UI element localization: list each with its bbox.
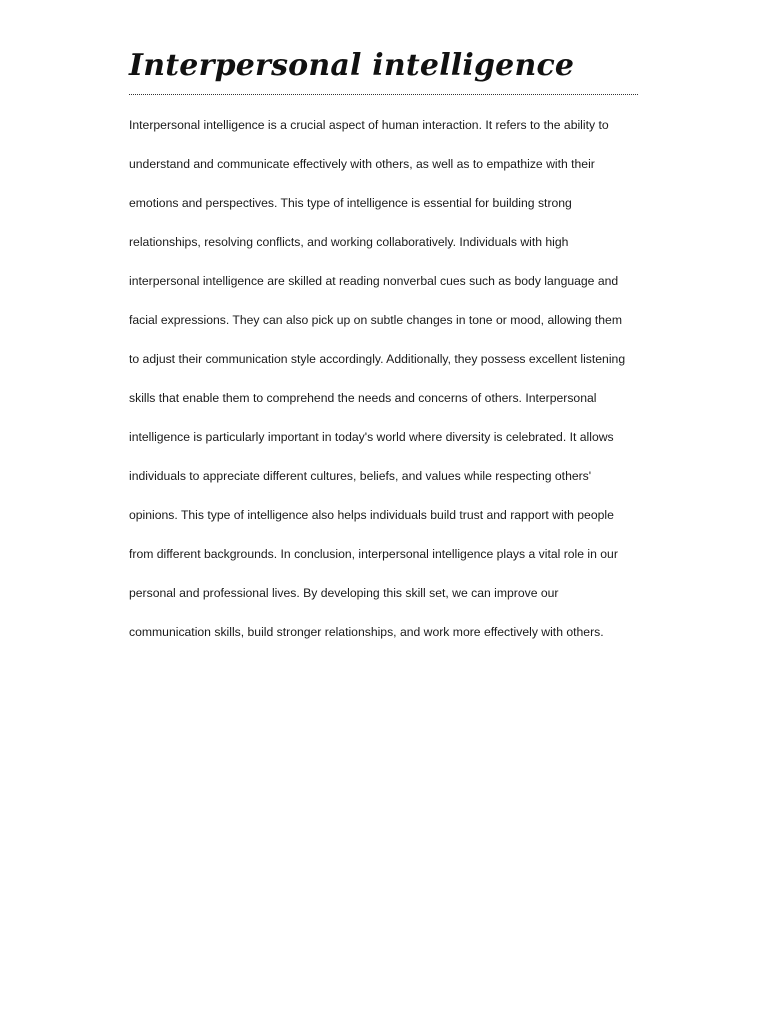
- body-line: relationships, resolving conflicts, and working collaboratively. Individuals with high: [129, 235, 569, 249]
- body-line: to adjust their communication style accordingly. Additionally, they possess excellent listening: [129, 352, 626, 366]
- document-body: [129, 106, 641, 652]
- body-line: personal and professional lives. By developing this skill set, we can improve our: [129, 586, 559, 600]
- body-line: from different backgrounds. In conclusion, interpersonal intelligence plays a vital role in our: [129, 547, 618, 561]
- body-line: communication skills, build stronger relationships, and work more effectively with others.: [129, 625, 604, 639]
- body-line: interpersonal intelligence are skilled at reading nonverbal cues such as body language and: [129, 274, 619, 288]
- body-line: intelligence is particularly important in today's world where diversity is celebrated. It allows: [129, 430, 614, 444]
- body-line: understand and communicate effectively with others, as well as to empathize with their: [129, 157, 595, 171]
- body-line: opinions. This type of intelligence also helps individuals build trust and rapport with people: [129, 508, 614, 522]
- document-title: Interpersonal intelligence: [129, 48, 575, 83]
- title-divider: [129, 94, 638, 95]
- body-line: facial expressions. They can also pick up on subtle changes in tone or mood, allowing them: [129, 313, 622, 327]
- body-line: individuals to appreciate different cultures, beliefs, and values while respecting others': [129, 469, 592, 483]
- body-line: Interpersonal intelligence is a crucial aspect of human interaction. It refers to the ability to: [129, 118, 609, 132]
- body-line: emotions and perspectives. This type of intelligence is essential for building strong: [129, 196, 572, 210]
- body-line: skills that enable them to comprehend the needs and concerns of others. Interpersonal: [129, 391, 597, 405]
